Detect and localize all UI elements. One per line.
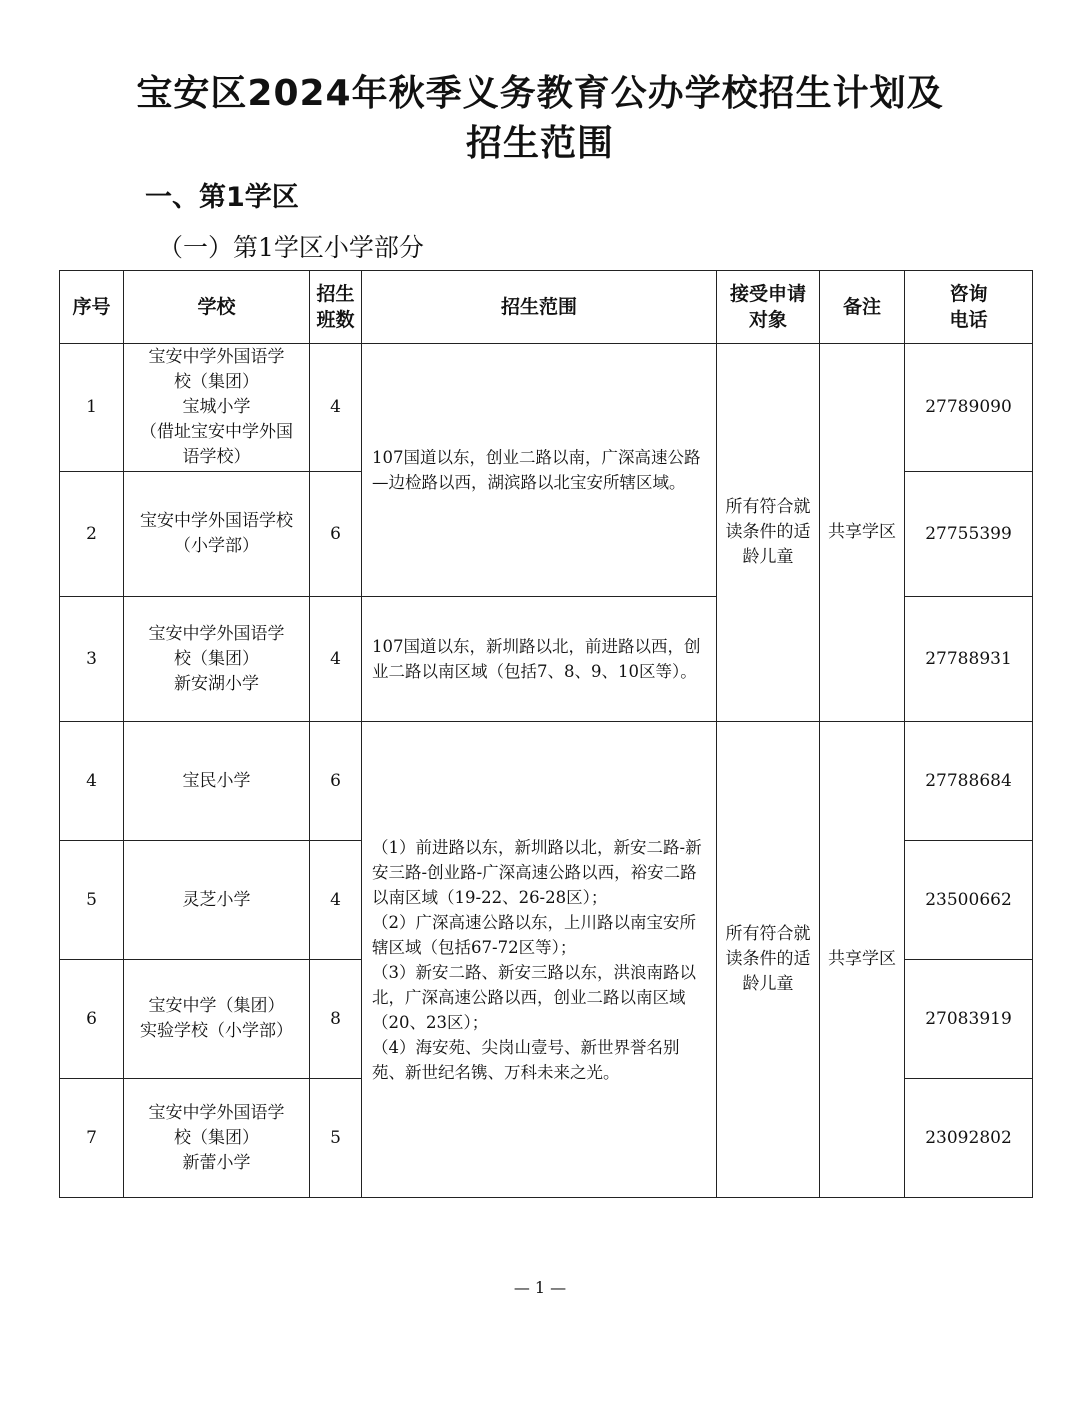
subsection-heading: （一）第1学区小学部分 bbox=[158, 233, 424, 262]
cell-no: 7 bbox=[60, 1079, 124, 1198]
document-title-line-2: 招生范围 bbox=[465, 123, 614, 164]
header-scope: 招生范围 bbox=[362, 271, 717, 344]
scope-item: （4）海安苑、尖岗山壹号、新世界誉名别苑、新世纪名镌、万科未来之光。 bbox=[372, 1037, 680, 1082]
header-applicants: 接受申请 对象 bbox=[717, 271, 820, 344]
cell-no: 6 bbox=[60, 960, 124, 1079]
cell-school: 宝安中学外国语学 校（集团） 新蕾小学 bbox=[124, 1079, 310, 1198]
table-row bbox=[60, 722, 1033, 841]
scope-item: （1）前进路以东，新圳路以北，新安二路-新安三路-创业路-广深高速公路以西，裕安二路以南区域（19-22、26-28区）； bbox=[372, 837, 702, 907]
cell-phone: 27755399 bbox=[905, 472, 1033, 597]
cell-phone: 23092802 bbox=[905, 1079, 1033, 1198]
cell-applicants: 所有符合就读条件的适龄儿童 bbox=[717, 722, 820, 1198]
cell-classes: 4 bbox=[310, 841, 362, 960]
cell-phone: 27789090 bbox=[905, 344, 1033, 472]
section-heading: 一、第1学区 bbox=[145, 182, 299, 213]
cell-phone: 27083919 bbox=[905, 960, 1033, 1079]
cell-no: 1 bbox=[60, 344, 124, 472]
header-school: 学校 bbox=[124, 271, 310, 344]
cell-no: 2 bbox=[60, 472, 124, 597]
cell-no: 4 bbox=[60, 722, 124, 841]
cell-school: 宝安中学（集团） 实验学校（小学部） bbox=[124, 960, 310, 1079]
cell-remark: 共享学区 bbox=[820, 344, 905, 722]
enrollment-table bbox=[59, 270, 1033, 1198]
cell-scope: 107国道以东，新圳路以北，前进路以西，创业二路以南区域（包括7、8、9、10区等）。 bbox=[362, 597, 717, 722]
cell-school: 宝安中学外国语学 校（集团） 新安湖小学 bbox=[124, 597, 310, 722]
cell-phone: 27788684 bbox=[905, 722, 1033, 841]
header-classes: 招生 班数 bbox=[310, 271, 362, 344]
cell-scope: 107国道以东，创业二路以南，广深高速公路—边检路以西，湖滨路以北宝安所辖区域。 bbox=[362, 344, 717, 597]
page-number: — 1 — bbox=[513, 1278, 567, 1297]
cell-classes: 6 bbox=[310, 472, 362, 597]
scope-item: （2）广深高速公路以东，上川路以南宝安所辖区域（包括67-72区等）； bbox=[372, 912, 696, 957]
cell-classes: 4 bbox=[310, 597, 362, 722]
cell-classes: 8 bbox=[310, 960, 362, 1079]
cell-school: 灵芝小学 bbox=[124, 841, 310, 960]
cell-phone: 23500662 bbox=[905, 841, 1033, 960]
scope-item: （3）新安二路、新安三路以东，洪浪南路以北，广深高速公路以西，创业二路以南区域（20、23区）； bbox=[372, 962, 696, 1032]
cell-scope bbox=[362, 722, 717, 1198]
cell-school: 宝安中学外国语学校 （小学部） bbox=[124, 472, 310, 597]
header-phone: 咨询 电话 bbox=[905, 271, 1033, 344]
header-no: 序号 bbox=[60, 271, 124, 344]
cell-remark: 共享学区 bbox=[820, 722, 905, 1198]
table-header-row bbox=[60, 271, 1033, 344]
cell-classes: 5 bbox=[310, 1079, 362, 1198]
cell-school: 宝安中学外国语学 校（集团） 宝城小学 （借址宝安中学外国 语学校） bbox=[124, 344, 310, 472]
cell-school: 宝民小学 bbox=[124, 722, 310, 841]
cell-classes: 6 bbox=[310, 722, 362, 841]
cell-applicants: 所有符合就读条件的适龄儿童 bbox=[717, 344, 820, 722]
header-remark: 备注 bbox=[820, 271, 905, 344]
document-title-line-1: 宝安区2024年秋季义务教育公办学校招生计划及 bbox=[136, 73, 944, 114]
cell-phone: 27788931 bbox=[905, 597, 1033, 722]
cell-no: 5 bbox=[60, 841, 124, 960]
cell-no: 3 bbox=[60, 597, 124, 722]
cell-classes: 4 bbox=[310, 344, 362, 472]
table-row bbox=[60, 344, 1033, 472]
